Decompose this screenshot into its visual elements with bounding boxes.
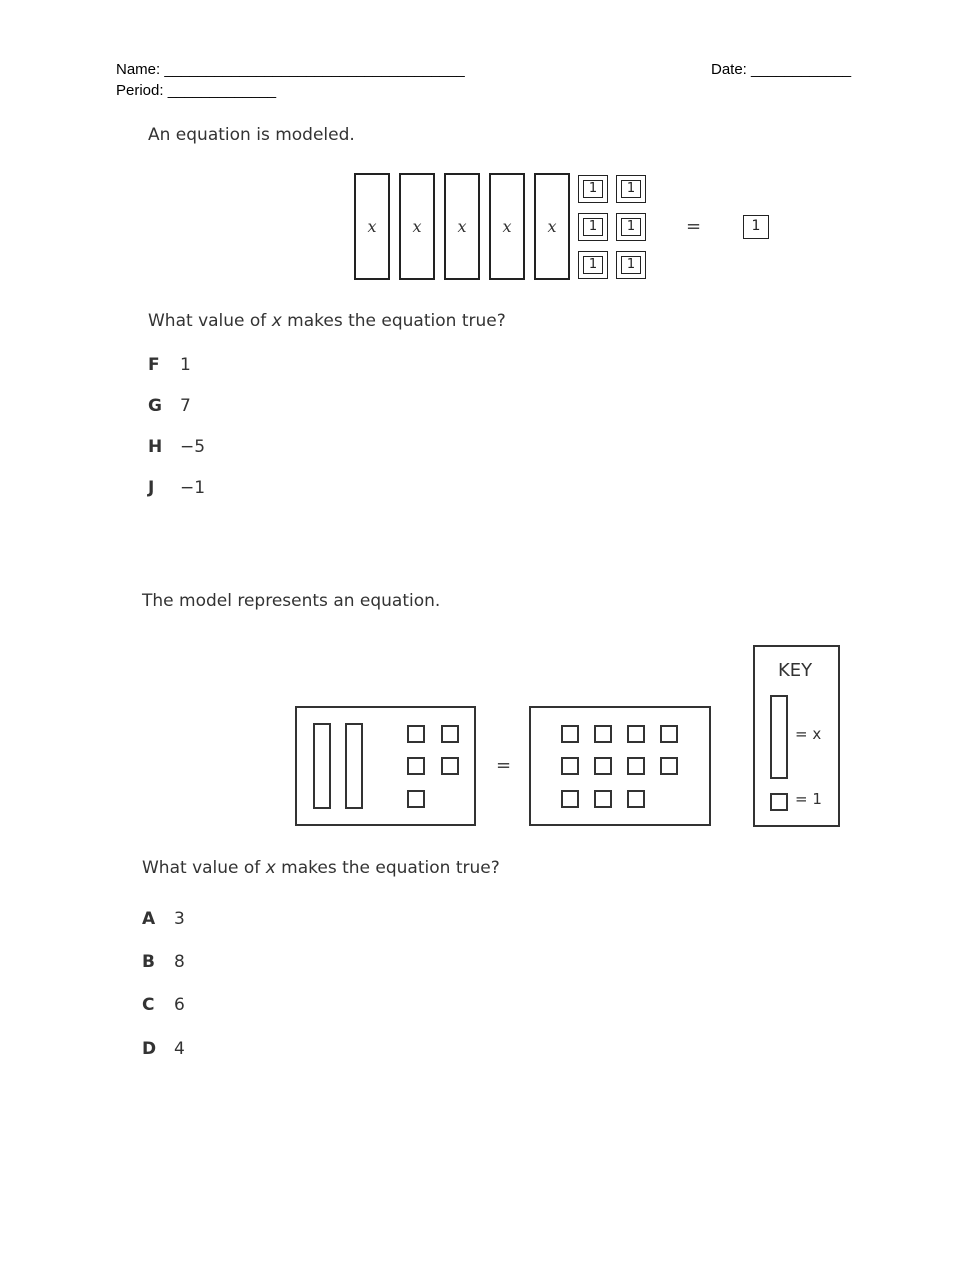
q2-unit-square [660,725,678,743]
q2-key-unit-square [770,793,788,811]
q2-choice-a[interactable]: A 3 [142,909,185,929]
q1-x-tile: x [399,173,435,280]
q2-unit-square [594,725,612,743]
q1-algebra-tile-model [354,172,784,284]
q2-key-x-bar [770,695,788,779]
q2-intro: The model represents an equation. [142,591,441,611]
q2-prompt: What value of x makes the equation true? [142,858,500,878]
q2-key-unit-label: = 1 [795,790,822,808]
q1-unit-tile: 1 [578,251,608,279]
q2-unit-square [561,725,579,743]
q2-choice-c[interactable]: C 6 [142,995,185,1015]
q2-x-bar [345,723,363,809]
q2-unit-square [407,725,425,743]
q1-unit-tile: 1 [616,175,646,203]
q2-unit-square [407,757,425,775]
q2-unit-square [561,757,579,775]
q1-x-tile: x [354,173,390,280]
q2-unit-square [407,790,425,808]
q2-key-title: KEY [778,660,813,681]
q1-unit-tile: 1 [616,213,646,241]
q1-choice-f[interactable]: F 1 [148,355,191,375]
q2-left-side [295,706,476,826]
q1-unit-tile: 1 [578,213,608,241]
q2-key-box [753,645,840,827]
q2-algebra-tile-model [290,640,850,830]
q1-intro: An equation is modeled. [148,125,355,145]
q1-prompt: What value of x makes the equation true? [148,311,506,331]
q1-choice-g[interactable]: G 7 [148,396,191,416]
q2-right-side [529,706,711,826]
q2-choice-d[interactable]: D 4 [142,1039,185,1059]
q2-unit-square [561,790,579,808]
q1-unit-tile: 1 [578,175,608,203]
q2-unit-square [594,757,612,775]
q1-x-tile: x [534,173,570,280]
q1-choice-j[interactable]: J −1 [148,478,206,498]
q1-unit-tile: 1 [616,251,646,279]
q1-x-tile: x [444,173,480,280]
q2-unit-square [594,790,612,808]
q2-unit-square [627,757,645,775]
q2-unit-square [627,725,645,743]
q2-unit-square [627,790,645,808]
q2-x-bar [313,723,331,809]
q1-unit-tile: 1 [741,213,771,241]
q1-equals-sign: = [686,216,702,237]
q1-x-tile: x [489,173,525,280]
q2-unit-square [441,725,459,743]
period-field[interactable]: Period: _____________ [116,82,277,99]
q2-unit-square [660,757,678,775]
q1-choice-h[interactable]: H −5 [148,437,206,457]
q2-equals-sign: = [496,755,512,776]
q2-unit-square [441,757,459,775]
date-field[interactable]: Date: ____________ [711,61,852,78]
q2-key-x-label: = x [795,725,822,743]
q2-choice-b[interactable]: B 8 [142,952,185,972]
name-field[interactable]: Name: ____________________________________ [116,61,465,78]
